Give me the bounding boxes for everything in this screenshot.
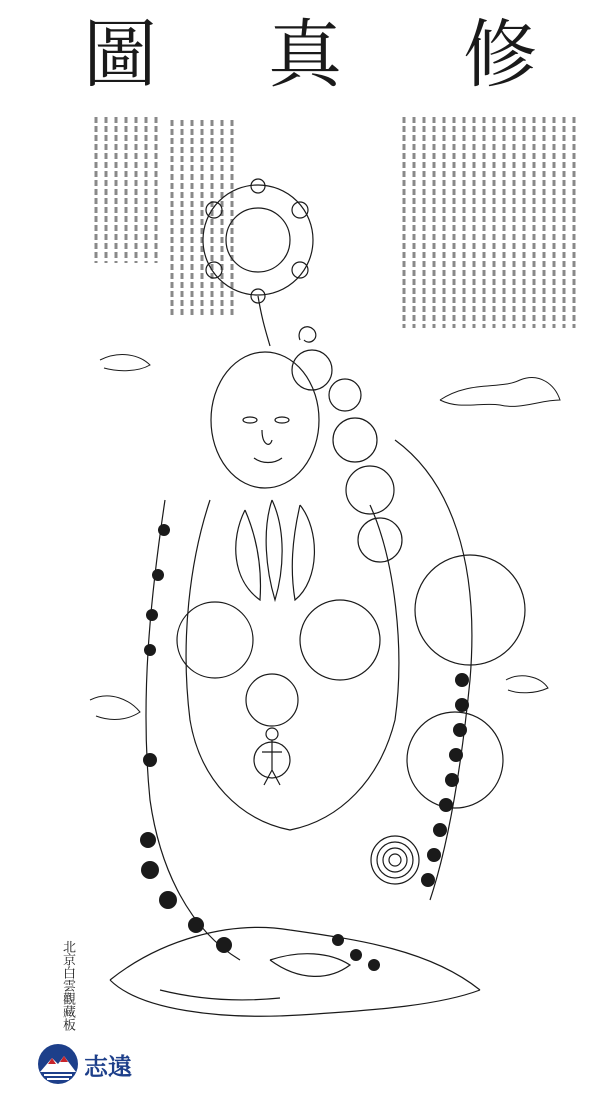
text-block-upper-right	[400, 115, 580, 330]
text-block-upper-left	[168, 118, 238, 318]
title-char-3: 圖	[83, 12, 157, 98]
brand-logo	[36, 1040, 156, 1088]
text-block-upper-far-left	[86, 115, 162, 265]
collection-mark: 北京白雲觀藏板	[60, 940, 75, 1031]
logo-text: 志遠	[84, 1052, 132, 1081]
title-char-2: 真	[268, 12, 342, 98]
dragon-outline	[440, 378, 560, 407]
mountain-sun-emblem-icon	[36, 1042, 80, 1086]
head-outline	[211, 352, 319, 488]
tiger-outline	[90, 696, 140, 720]
spine-bead-markers	[332, 673, 469, 971]
title-char-1: 修	[463, 12, 537, 98]
